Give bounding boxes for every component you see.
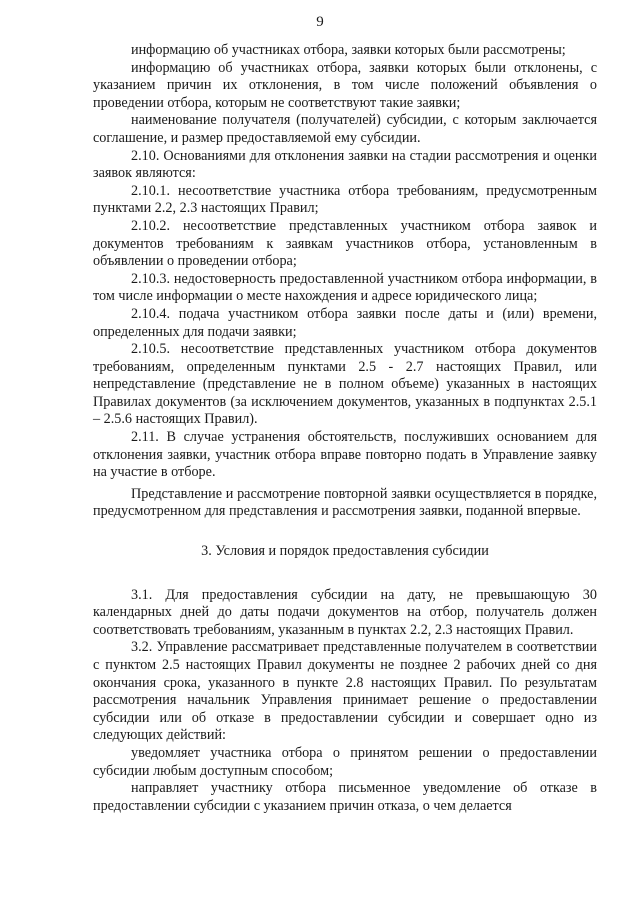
paragraph-2-10-3: 2.10.3. недостоверность предоставленной участником отбора информации, в том числе информации о месте нахождения и адресе юридического лица; [93, 270, 597, 305]
paragraph-repeat-application: Представление и рассмотрение повторной заявки осуществляется в порядке, предусмотренном для представления и рассмотрения заявки, поданной впервые. [93, 485, 597, 520]
paragraph-recipient-name: наименование получателя (получателей) субсидии, с которым заключается соглашение, и размер предоставляемой ему субсидии. [93, 112, 597, 146]
paragraph-notify-decision: уведомляет участника отбора о принятом решении о предоставлении субсидии любым доступным способом; [93, 744, 597, 779]
paragraph-2-10-5: 2.10.5. несоответствие представленных участником отбора документов требованиям, определенным пунктами 2.5 - 2.7 настоящих Правил, или непредставление (представление не в полном объеме) указанных в настоящих Правилах документов (за исключением документов, указанных в подпунктах 2.5.1 – 2.5.6 настоящих Правил). [93, 341, 597, 428]
paragraph-2-10: 2.10. Основаниями для отклонения заявки на стадии рассмотрения и оценки заявок являются: [93, 147, 597, 182]
page-number: 9 [316, 14, 324, 30]
paragraph-2-10-4: 2.10.4. подача участником отбора заявки после даты и (или) времени, определенных для подачи заявки; [93, 305, 597, 340]
paragraph-2-10-1: 2.10.1. несоответствие участника отбора требованиям, предусмотренным пунктами 2.2, 2.3 настоящих Правил; [93, 182, 597, 217]
paragraph-refusal-notice: направляет участнику отбора письменное уведомление об отказе в предоставлении субсидии с указанием причин отказа, о чем делается [93, 780, 597, 814]
section-heading: 3. Условия и порядок предоставления субсидии [201, 543, 489, 560]
paragraph-2-11: 2.11. В случае устранения обстоятельств, послуживших основанием для отклонения заявки, участник отбора вправе повторно подать в Управление заявку на участие в отборе. [93, 429, 597, 481]
paragraph-reviewed-info: информацию об участниках отбора, заявки которых были рассмотрены; [131, 42, 566, 58]
paragraph-3-2: 3.2. Управление рассматривает представленные получателем в соответствии с пунктом 2.5 настоящих Правил документы не позднее 2 рабочих дней со дня окончания срока, указанного в пункте 2.8 настоящих Правил. По результатам рассмотрения начальник Управления принимает решение о предоставлении субсидии или об отказе в предоставлении субсидии и совершает одно из следующих действий: [93, 639, 597, 744]
document-body [93, 42, 597, 815]
paragraph-2-10-2: 2.10.2. несоответствие представленных участником отбора заявок и документов требованиям к заявкам участников отбора, установленным в объявлении о проведении отбора; [93, 217, 597, 270]
paragraph-rejected-info: информацию об участниках отбора, заявки которых были отклонены, с указанием причин их отклонения, в том числе положений объявления о проведении отбора, которым не соответствуют такие заявки; [93, 59, 597, 111]
paragraph-3-1: 3.1. Для предоставления субсидии на дату, не превышающую 30 календарных дней до даты подачи документов на отбор, получатель должен соответствовать требованиям, указанным в пунктах 2.2, 2.3 настоящих Правил. [93, 586, 597, 638]
